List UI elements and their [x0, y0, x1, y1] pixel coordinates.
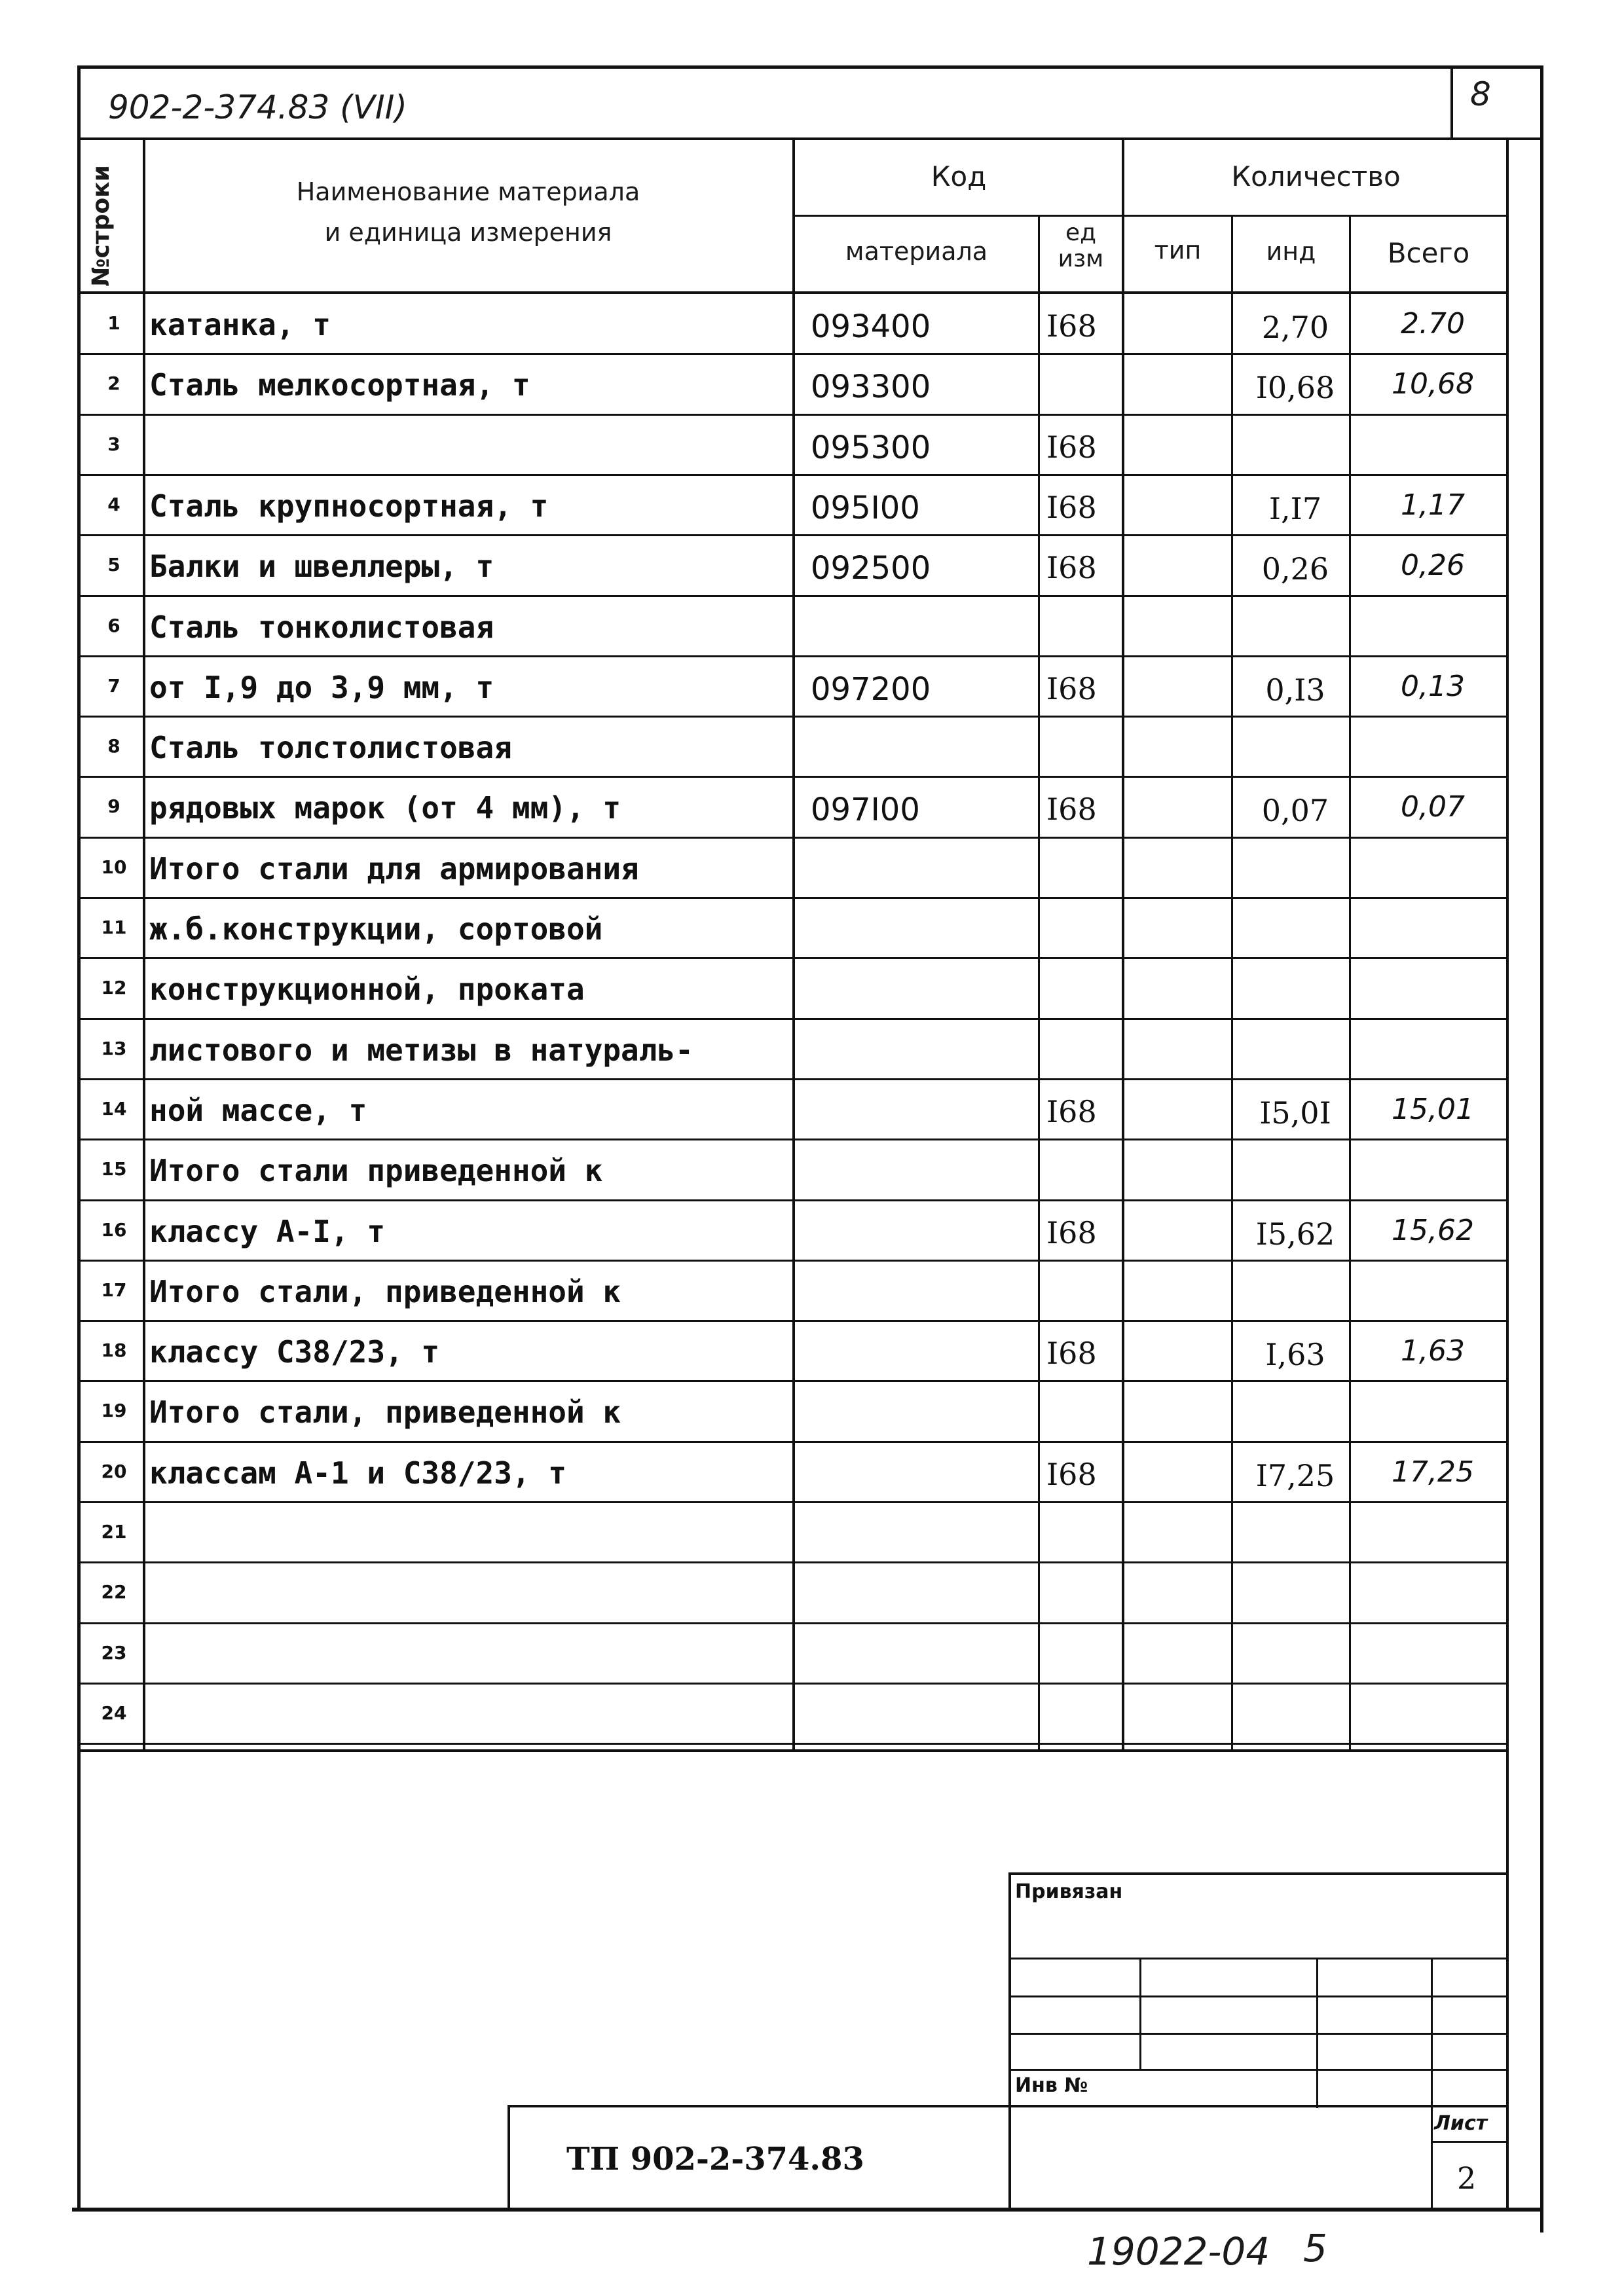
row-number: 23: [101, 1642, 127, 1664]
material-code: 093400: [811, 308, 931, 345]
row-separator: [77, 1018, 1507, 1020]
row-separator: [77, 655, 1507, 657]
row-separator: [77, 1199, 1507, 1201]
row-number: 9: [107, 795, 120, 817]
row-number: 22: [101, 1581, 127, 1603]
row-separator: [77, 1683, 1507, 1685]
quantity-ind: 2,70: [1261, 310, 1329, 345]
row-number: 17: [101, 1279, 127, 1301]
material-name: классу С38/23, т: [149, 1334, 440, 1370]
quantity-total: 1,63: [1401, 1334, 1465, 1368]
quantity-ind: 0,I3: [1265, 672, 1325, 708]
row-number: 13: [101, 1038, 127, 1059]
unit-code: I68: [1046, 1457, 1097, 1492]
row-separator: [77, 414, 1507, 416]
quantity-total: 15,62: [1392, 1214, 1474, 1247]
row-separator: [77, 1561, 1507, 1563]
unit-code: I68: [1046, 1336, 1097, 1371]
material-name: катанка, т: [149, 307, 331, 342]
material-name: ной массе, т: [149, 1093, 367, 1128]
row-separator: [77, 1320, 1507, 1322]
material-code: 095300: [811, 429, 931, 466]
quantity-total: 1,17: [1401, 488, 1465, 522]
stamp-sheet-value: 2: [1457, 2160, 1477, 2196]
row-number: 18: [101, 1339, 127, 1361]
quantity-total: 17,25: [1392, 1455, 1474, 1489]
material-name: рядовых марок (от 4 мм), т: [149, 790, 621, 826]
material-name: Итого стали, приведенной к: [149, 1274, 621, 1309]
material-name: ж.б.конструкции, сортовой: [149, 911, 603, 947]
row-number: 15: [101, 1158, 127, 1180]
row-separator: [77, 1501, 1507, 1503]
row-separator: [77, 776, 1507, 778]
unit-code: I68: [1046, 1215, 1097, 1250]
unit-code: I68: [1046, 1094, 1097, 1129]
material-name: конструкционной, проката: [149, 972, 585, 1007]
material-name: от I,9 до 3,9 мм, т: [149, 670, 494, 705]
row-separator: [77, 1380, 1507, 1382]
unit-code: I68: [1046, 550, 1097, 585]
material-name: Сталь крупносортная, т: [149, 488, 549, 524]
material-code: 092500: [811, 550, 931, 587]
quantity-ind: I,I7: [1268, 491, 1322, 526]
column-header-quantity: Количество: [1231, 160, 1401, 192]
row-number: 20: [101, 1461, 127, 1482]
material-name: Итого стали, приведенной к: [149, 1394, 621, 1430]
unit-code: I68: [1046, 792, 1097, 827]
row-number: 16: [101, 1219, 127, 1241]
quantity-ind: I5,0I: [1259, 1095, 1331, 1131]
column-header-row-number: №строки: [88, 165, 115, 287]
column-header-code: Код: [931, 160, 987, 192]
footer-page-number: 5: [1303, 2226, 1327, 2270]
material-name: листового и метизы в натураль-: [149, 1032, 693, 1068]
stamp-title: ТП 902-2-374.83: [566, 2141, 864, 2178]
row-number: 6: [107, 615, 120, 636]
unit-code: I68: [1046, 490, 1097, 525]
quantity-total: 2.70: [1401, 307, 1465, 340]
row-number: 11: [101, 917, 127, 938]
unit-code: I68: [1046, 429, 1097, 465]
row-number: 3: [107, 433, 120, 455]
material-name: Итого стали для армирования: [149, 851, 639, 886]
material-code: 097I00: [811, 792, 920, 828]
stamp-inventory-label: Инв №: [1015, 2074, 1088, 2097]
row-separator: [77, 957, 1507, 959]
row-number: 21: [101, 1521, 127, 1542]
row-separator: [77, 534, 1507, 536]
row-number: 1: [107, 312, 120, 334]
quantity-ind: 0,26: [1261, 551, 1329, 587]
material-name: Итого стали приведенной к: [149, 1153, 603, 1188]
quantity-total: 0,26: [1401, 549, 1465, 582]
row-separator: [77, 716, 1507, 718]
material-name: классу А-I, т: [149, 1214, 386, 1249]
row-separator: [77, 1260, 1507, 1262]
row-separator: [77, 1441, 1507, 1443]
column-header-name: Наименование материала и единица измерения: [296, 177, 640, 247]
material-name: Сталь тонколистовая: [149, 610, 494, 645]
row-number: 4: [107, 494, 120, 515]
row-separator: [77, 1622, 1507, 1624]
material-code: 095I00: [811, 490, 920, 526]
column-header-unit: ед изм: [1058, 219, 1104, 272]
column-header-ind: инд: [1266, 237, 1316, 266]
row-separator: [77, 1078, 1507, 1080]
quantity-total: 0,13: [1401, 670, 1465, 703]
row-separator: [77, 837, 1507, 839]
row-number: 14: [101, 1098, 127, 1120]
material-name: классам А-1 и С38/23, т: [149, 1455, 566, 1491]
row-number: 24: [101, 1702, 127, 1724]
unit-code: I68: [1046, 308, 1097, 344]
row-separator: [77, 353, 1507, 355]
column-header-total: Всего: [1387, 237, 1470, 269]
row-number: 12: [101, 977, 127, 998]
row-separator: [77, 595, 1507, 597]
quantity-ind: I7,25: [1255, 1458, 1335, 1493]
quantity-total: 0,07: [1401, 790, 1465, 824]
column-header-type: тип: [1154, 236, 1202, 264]
row-separator: [77, 897, 1507, 899]
stamp-attached-label: Привязан: [1015, 1880, 1123, 1903]
row-number: 8: [107, 735, 120, 757]
footer-archive-number: 19022-04: [1087, 2229, 1270, 2274]
material-name: Балки и швеллеры, т: [149, 549, 494, 584]
quantity-ind: I5,62: [1255, 1216, 1335, 1252]
row-separator: [77, 474, 1507, 476]
material-name: Сталь толстолистовая: [149, 730, 512, 765]
row-number: 2: [107, 373, 120, 394]
quantity-ind: I,63: [1265, 1337, 1325, 1372]
stamp-sheet-label: Лист: [1434, 2112, 1488, 2135]
unit-code: I68: [1046, 671, 1097, 706]
row-separator: [77, 1139, 1507, 1140]
quantity-total: 10,68: [1392, 367, 1474, 401]
material-code: 097200: [811, 671, 931, 708]
material-code: 093300: [811, 369, 931, 405]
document-code: 902-2-374.83 (VII): [108, 88, 407, 126]
material-name: Сталь мелкосортная, т: [149, 367, 530, 403]
row-separator: [77, 1743, 1507, 1745]
column-header-material: материала: [845, 237, 988, 266]
sheet-number: 8: [1470, 75, 1491, 113]
row-number: 5: [107, 554, 120, 575]
row-number: 19: [101, 1400, 127, 1421]
row-number: 7: [107, 675, 120, 697]
quantity-ind: 0,07: [1261, 793, 1329, 828]
quantity-total: 15,01: [1392, 1093, 1474, 1126]
row-number: 10: [101, 856, 127, 878]
quantity-ind: I0,68: [1255, 370, 1335, 405]
